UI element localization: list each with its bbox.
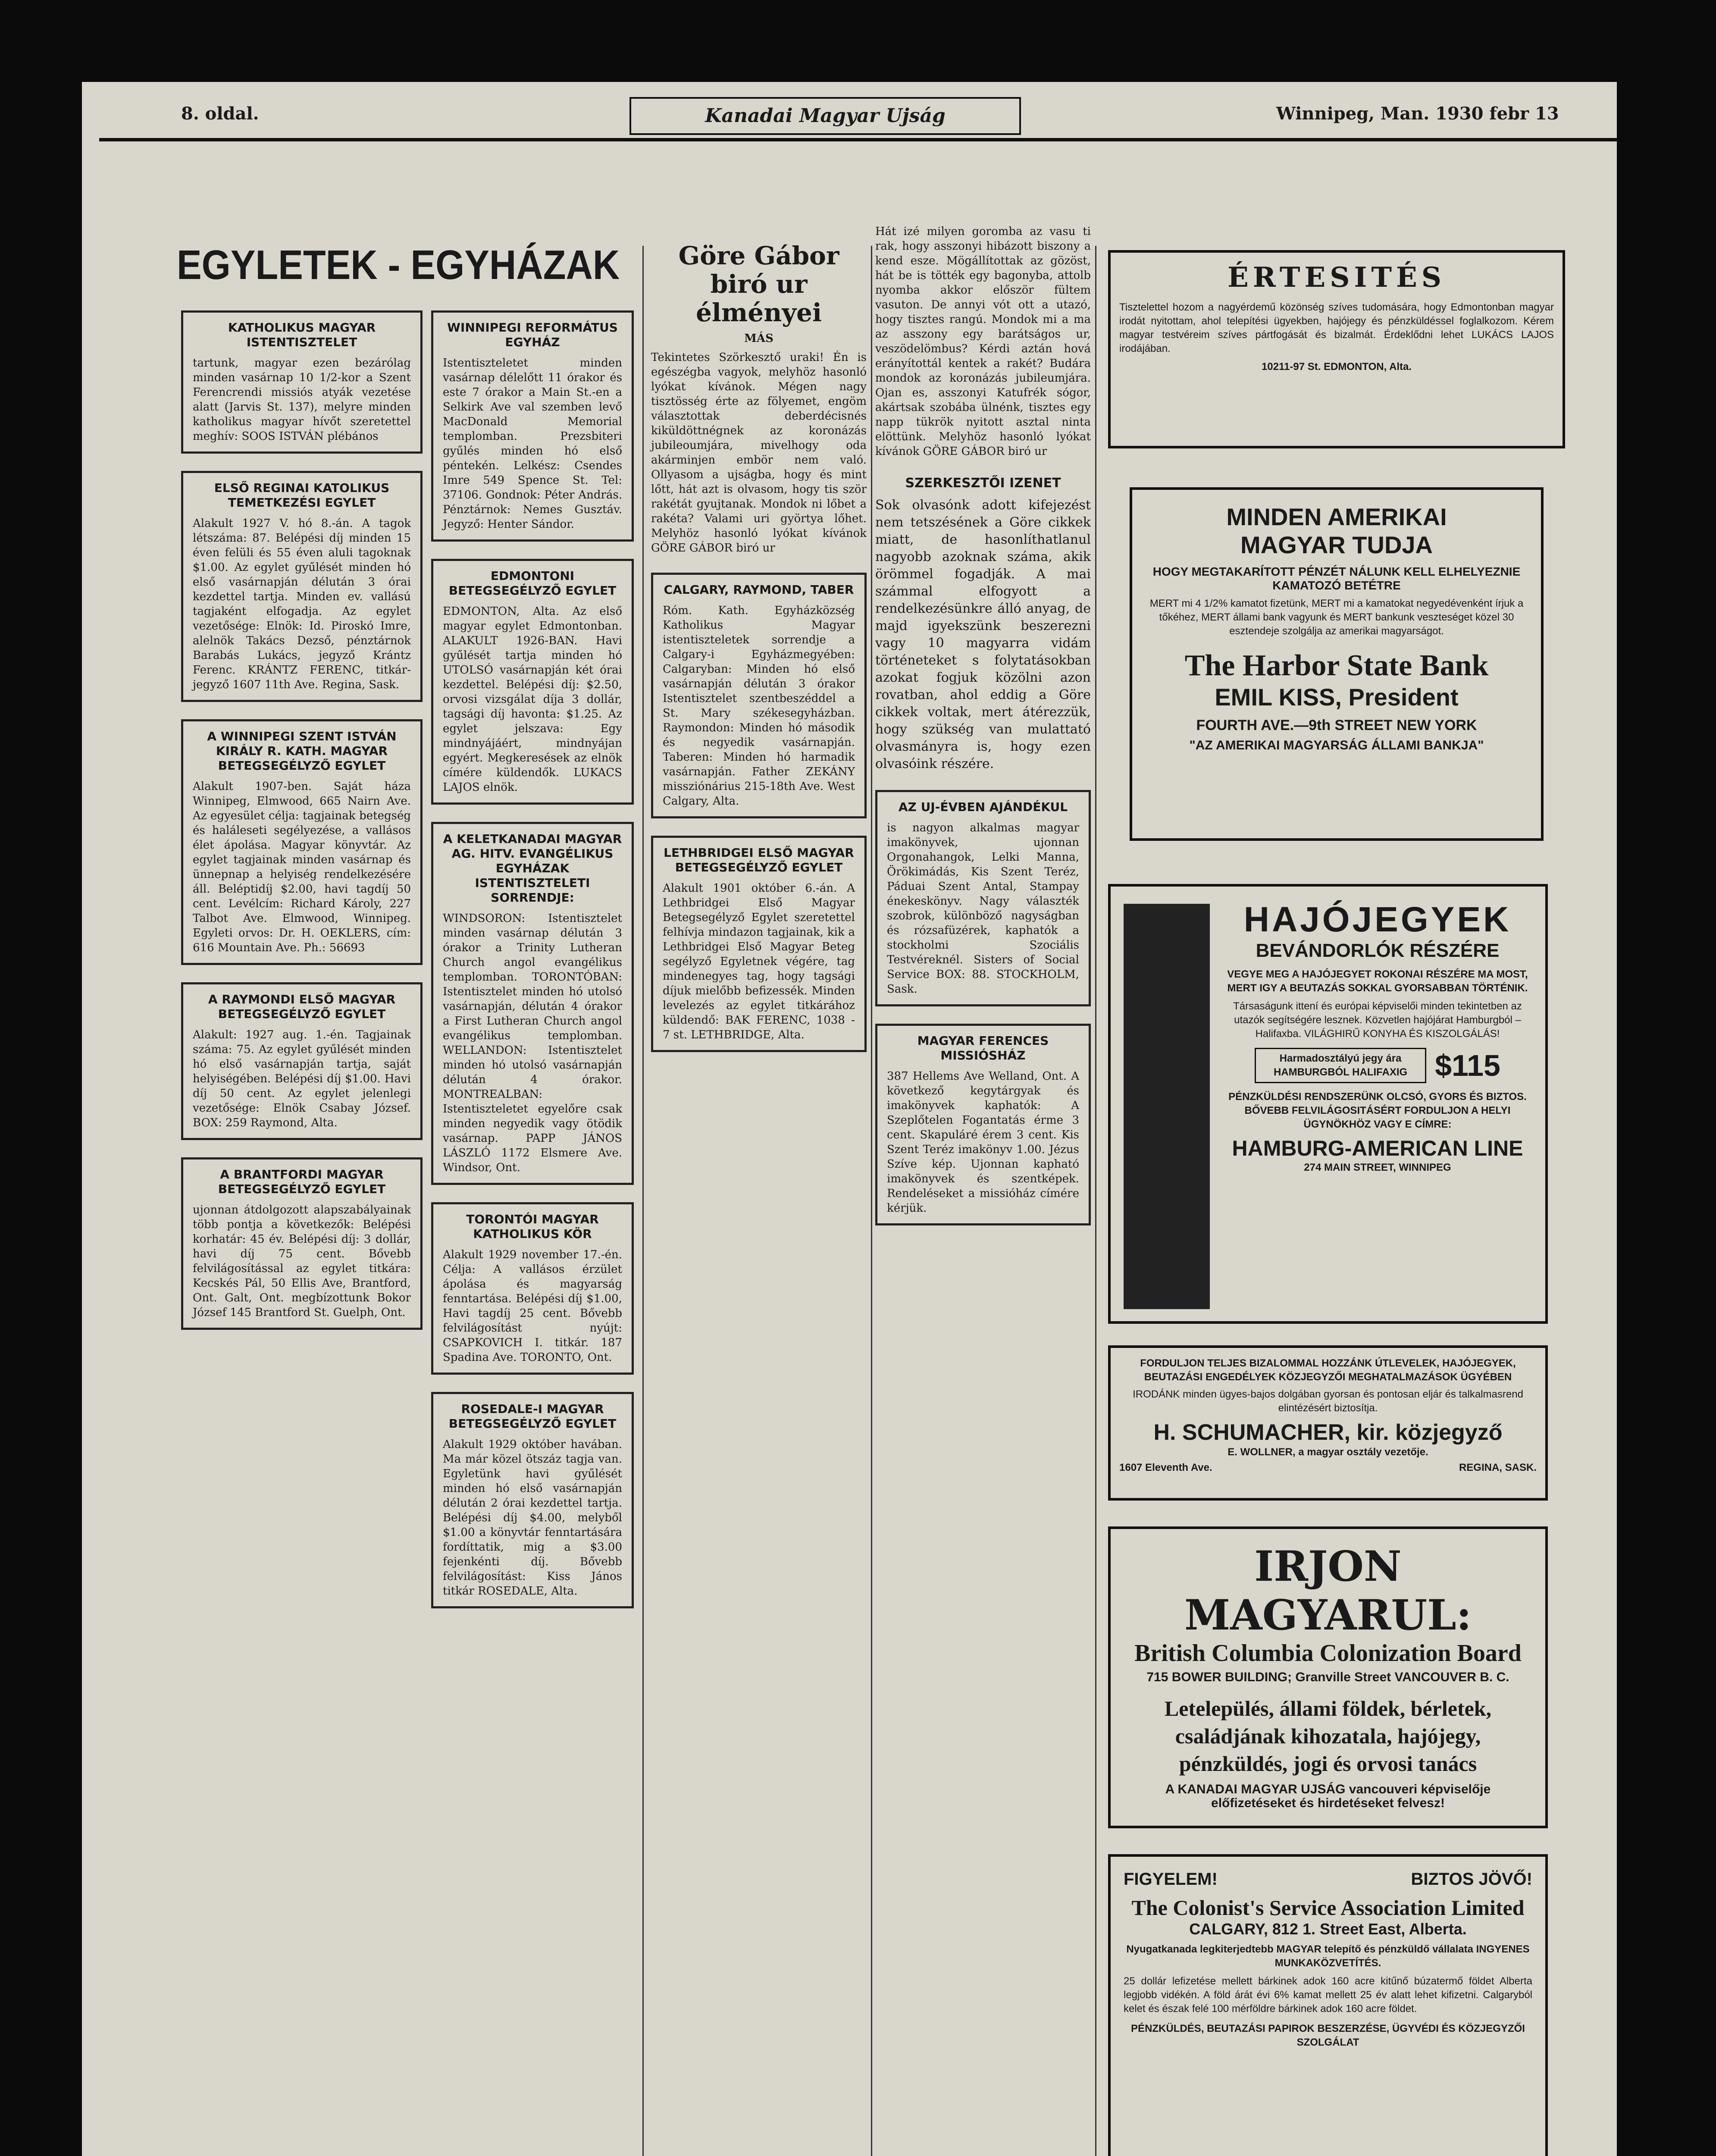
ad-address: 715 BOWER BUILDING; Granville Street VANCOUVER B. C. — [1146, 1670, 1509, 1684]
notice-title: EDMONTONI BETEGSEGÉLYZŐ EGYLET — [448, 569, 617, 598]
column-4 — [875, 224, 1091, 1243]
notice-title: SZERKESZTŐI IZENET — [905, 476, 1061, 491]
notice-title: A WINNIPEGI SZENT ISTVÁN KIRÁLY R. KATH. MAGYAR BETEGSEGÉLYZŐ EGYLET — [207, 729, 397, 773]
column-2 — [431, 310, 634, 1626]
ad-line: A KANADAI MAGYAR UJSÁG vancouveri képviselője előfizetéseket és hirdetéseket felvesz! — [1165, 1782, 1491, 1810]
ad-line: FORDULJON TELJES BIZALOMMAL HOZZÁNK ÚTLEVELEK, HAJÓJEGYEK, BEUTAZÁSI ENGEDÉLYEK KÖZJEGYZŐI MEGHATALMAZÁSOK ÜGYÉBEN — [1140, 1357, 1516, 1383]
header-rule — [99, 138, 1617, 141]
bank-address: FOURTH AVE.—9th STREET NEW YORK — [1196, 717, 1477, 733]
notice-box — [651, 836, 867, 1052]
notice-body: Alakult 1929 október havában. Ma már közel ötszáz tagja van. Egyletünk havi gyűlését minden hó első vasárnapján délután 2 órai kezdettel tartja. Belépési díj $4.00, melyből $1.00 a könyvtár fenntartására fordíttatik, mig a $3.00 fejenkénti díj. Bővebb felvilágosítást: Kiss János titkár ROSEDALE, Alta. — [443, 1438, 622, 1598]
ship-graphic — [1124, 904, 1210, 1309]
article-body: Tekintetes Szörkesztő uraki! Én is egészégba vagyok, melyhöz hasonló lyókat kívánok. Mégen nagy tisztösség érte az fölyemet, engöm választottak deberdécisnés kiküldöttnégnek az koronázás jubileoumjára, mivelhogy oda akárminjen embör nem való. Ollyasom a ujságba, hogy és mint lőtt, hát azt is olvasom, hogy tis ször rakétát gyujtanak. Mondok ni lőbet a rakéta? Valami uri györtya lőhet. Melyhöz hasonló lyókat kívánok GÖRE GÁBOR biró ur — [651, 351, 867, 555]
notice-box — [431, 822, 634, 1185]
ad-line: VEGYE MEG A HAJÓJEGYET ROKONAI RÉSZÉRE MA MOST, MERT IGY A BEUTAZÁS SOKKAL GYORSABBAN TÖRTÉNIK. — [1227, 968, 1528, 994]
column-divider — [871, 246, 872, 2156]
notice-body: Alakult: 1927 aug. 1.-én. Tagjainak száma: 75. Az egylet gyűlését minden hó első vasárnapján tartja, saját helyiségében. Belépési díj $1.00. Havi díj 50 cent. Az egylet jelenlegi vezetősége: Elnök Csabay József. BOX: 259 Raymond, Alta. — [193, 1028, 411, 1129]
ad-line: HOGY MEGTAKARÍTOTT PÉNZÉT NÁLUNK KELL ELHELYEZNIE KAMATOZÓ BETÉTRE — [1152, 565, 1521, 592]
ad-line: MERT mi 4 1/2% kamatot fizetünk, MERT mi a kamatokat negyedévenként írjuk a tőkéhez, MERT állami bank vagyunk és MERT bankunk veszteséget közel 30 esztendeje szolgálja az amerikai magyarságot. — [1149, 598, 1524, 637]
article-headline: Göre Gábor biró ur élményei — [678, 241, 839, 327]
ad-line: Letelepülés, állami földek, bérletek, családjának kihozatala, hajójegy, pénzküldés, jogi és orvosi tanács — [1164, 1696, 1492, 1776]
notice-title: ROSEDALE-I MAGYAR BETEGSEGÉLYZŐ EGYLET — [448, 1402, 617, 1431]
notice-title: CALGARY, RAYMOND, TABER — [664, 583, 854, 597]
city-address: REGINA, SASK. — [1459, 1462, 1537, 1473]
notice-body: EDMONTON, Alta. Az első magyar egylet Edmontonban. ALAKULT 1926-BAN. Havi gyűlését tartja minden hó UTOLSÓ vasárnapján két órai kezdettel. Belépési díj: $2.50, orvosi vizsgálat díja 3 dollár, tagsági díj havonta: $1.25. Az egylet jelszava: Egy mindnyájáért, mindnyájan egyért. Megkeresések az elnök címére küldendők. LUKACS LAJOS elnök. — [443, 605, 622, 794]
colonist-ad — [1108, 1854, 1548, 2156]
harbor-bank-ad — [1130, 487, 1544, 841]
ad-header-row — [1124, 1870, 1532, 1889]
schumacher-ad — [1108, 1345, 1548, 1501]
notice-body: Alakult 1927 V. hó 8.-án. A tagok létszáma: 87. Belépési díj minden 15 éven felüli és 55 éven aluli tagoknak $1.00. Az egylet gyűlését minden hó első vasárnapján délután 3 órai kezdettel tartja. Minden ev. vallású tagjaként elfogadja. Az egylet vezetősége: Elnök: Id. Piroskó Imre, alelnök Takács Dezső, pénztárnok Barabás Lukács, jegyző Krántz Ferenc. KRÁNTZ FERENC, titkár-jegyző 1607 11th Ave. Regina, Sask. — [193, 517, 411, 691]
irjon-magyarul-ad — [1108, 1526, 1548, 1828]
ad-address — [1119, 1461, 1537, 1475]
notice-title: MAGYAR FERENCES MISSIÓSHÁZ — [917, 1034, 1049, 1062]
ad-line: MINDEN AMERIKAI — [1226, 503, 1447, 530]
ad-line: Társaságunk ittení és európai képviselői minden tekintetben az utazók segítségére lesznek. Közvetlen hajójárat Hamburgból – Halifaxba. VILÁGHIRŰ KONYHA ÉS KISZOLGÁLÁS! — [1233, 1000, 1522, 1040]
page-number: 8. oldal. — [181, 103, 259, 124]
notice-body: tartunk, magyar ezen bezárólag minden vasárnap 10 1/2-kor a Szent Ferencrendi missiós atyák vezetése alatt (Jarvis St. 137), melyre minden katholikus magyar hívőt szeretettel meghív: SOOS ISTVÁN plébános — [193, 357, 411, 443]
ad-title: ÉRTESITÉS — [1227, 261, 1446, 294]
notice-title: LETHBRIDGEI ELSŐ MAGYAR BETEGSEGÉLYZŐ EGYLET — [664, 846, 854, 874]
ad-title: IRJON MAGYARUL: — [1184, 1542, 1472, 1639]
notice-title: A RAYMONDI ELSŐ MAGYAR BETEGSEGÉLYZŐ EGYLET — [208, 992, 396, 1021]
bank-president: EMIL KISS, President — [1215, 683, 1459, 711]
notice-body: 387 Hellems Ave Welland, Ont. A következő kegytárgyak és imakönyvek kaphatók: A Szeplőtelen Fogantatás érme 3 cent. Skapuláré érem 3 cent. Kis Szent Teréz imakönyv 1.00. Jézus Szíve kép. Ujonnan kapható imakönyvek és szentképek. Rendeléseket a missióház címére kérjük. — [887, 1070, 1079, 1215]
notice-body: Alakult 1929 november 17.-én. Célja: A vallásos érzület ápolása és magyarság fenntartása. Belépési díj $1.00, Havi tagdíj 25 cent. Bővebb felvilágosítást nyújt: CSAPKOVICH I. titkár. 187 Spadina Ave. TORONTO, Ont. — [443, 1248, 622, 1364]
notice-box — [431, 1202, 634, 1375]
ad-header-left: FIGYELEM! — [1124, 1870, 1218, 1889]
street-address: 1607 Eleventh Ave. — [1119, 1462, 1212, 1473]
notice-box — [181, 719, 423, 965]
ad-address: CALGARY, 812 1. Street East, Alberta. — [1189, 1920, 1467, 1938]
column-divider — [642, 246, 644, 2156]
notice-box — [431, 1392, 634, 1608]
issue-date: Winnipeg, Man. 1930 febr 13 — [1276, 103, 1559, 124]
notice-box — [181, 310, 423, 454]
ad-line: PÉNZKÜLDÉS, BEUTAZÁSI PAPIROK BESZERZÉSE, ÜGYVÉDI ÉS KÖZJEGYZŐI SZOLGÁLAT — [1131, 2023, 1525, 2048]
fare-label: Harmadosztályú jegy ára HAMBURGBÓL HALIFAXIG — [1255, 1048, 1426, 1083]
notice-title: TORONTÓI MAGYAR KATHOLIKUS KÖR — [466, 1212, 599, 1241]
fare-row — [1223, 1048, 1532, 1083]
ad-line: 25 dollár lefizetése mellett bárkinek adok 160 acre kitűnő búzatermő földet Alberta legjobb vidékén. A föld árát évi 6% kamat mellett 25 év alatt lehet kifizetni. Calgaryból kelet és észak felé 100 mérföldre bárkinek adok 160 acre földet. — [1124, 1975, 1532, 2015]
ad-title: HAJÓJEGYEK — [1243, 900, 1512, 939]
ad-line: MAGYAR TUDJA — [1240, 531, 1433, 558]
notice-box — [181, 982, 423, 1140]
column-3 — [651, 241, 867, 1069]
notice-box — [431, 559, 634, 805]
notice-title: AZ UJ-ÉVBEN AJÁNDÉKUL — [898, 800, 1068, 814]
notice-box — [651, 573, 867, 818]
article-subhead: MÁS — [744, 332, 773, 345]
notice-title: WINNIPEGI REFORMÁTUS EGYHÁZ — [447, 320, 618, 349]
shipping-line: HAMBURG-AMERICAN LINE — [1232, 1136, 1523, 1160]
ad-line: Nyugatkanada legkiterjedtebb MAGYAR telepítő és pénzküldő vállalata INGYENES MUNKAKÖZVETÍTÉS. — [1126, 1943, 1530, 1969]
section-title: EGYLETEK - EGYHÁZAK — [177, 242, 620, 288]
notice-body: Istentiszteletet minden vasárnap délelőtt 11 órakor és este 7 órakor a Main St.-en a Selkirk Ave val szemben levő MacDonald Memorial templomban. Prezsbiteri gyűlés minden hó első péntekén. Lelkész: Csendes Imre 549 Spence St. Tel: 37106. Gondnok: Péter András. Pénztárnok: Nemes Gusztáv. Jegyző: Henter Sándor. — [443, 357, 622, 531]
hajojegy-ad — [1108, 884, 1548, 1324]
ad-title: The Colonist's Service Association Limited — [1131, 1896, 1525, 1920]
notice-box — [181, 471, 423, 702]
notice-box — [875, 1024, 1091, 1225]
notice-title: KATHOLIKUS MAGYAR ISTENTISZTELET — [228, 320, 376, 349]
ad-line: PÉNZKÜLDÉSI RENDSZERÜNK OLCSÓ, GYORS ÉS BIZTOS. BŐVEBB FELVILÁGOSITÁSÉRT FORDULJON A HELYI ÜGYNÖKHÖZ VAGY E CÍMRE: — [1228, 1091, 1527, 1130]
ad-header-right: BIZTOS JÖVŐ! — [1411, 1870, 1532, 1889]
notice-body: is nagyon alkalmas magyar imakönyvek, ujonnan Orgonahangok, Lelki Manna, Örökimádás, Kis Szent Teréz, Páduai Szent Antal, Stampay énekeskönyv. Nagy választék szobrok, különböző nagyságban és rózsafüzérek, kaphatók a stockholmi Szociális Testvéreknél. Sisters of Social Service BOX: 88. STOCKHOLM, Sask. — [887, 821, 1079, 996]
fare-price: $115 — [1435, 1049, 1500, 1082]
ertesites-ad — [1108, 250, 1565, 448]
notice-title: A BRANTFORDI MAGYAR BETEGSEGÉLYZŐ EGYLET — [218, 1167, 386, 1196]
notice-box — [181, 1157, 423, 1330]
notice-body: WINDSORON: Istentisztelet minden vasárnap délután 3 órakor a Trinity Lutheran Church angol evangélikus templomban. TORONTÓBAN: Istentisztelet minden hó utolsó vasárnapján, délután 4 órakor a First Lutheran Church angol evangélikus templomban. WELLANDON: Istentisztelet minden hó utolsó vasárnapján délután 4 órakor. MONTREALBAN: Istentiszteletet egyelőre csak minden negyedik vagy ötödik vasárnap. PAPP JÁNOS LÁSZLÓ 1172 Elsmere Ave. Windsor, Ont. — [443, 912, 622, 1174]
article-body: Hát izé milyen goromba az vasu ti rak, hogy asszonyi hibázott biszony a kend esze. Mögállítottak az gözöst, hát be is tötték egy bagonyba, attolb nyomba akkor először fültem vasuton. De annyi vót ott a utazó, hogy tisztes rangú. Mondok mi a ma az asszony egy barátságos ur, veszödelömbus? Kérdi aztán hová erányítottál kentek a rakét? Budára mondok az koronázás jubileumjára. Ojan es, asszonyi Katufrék sógor, akártsak szobába ülnénk, tisztes egy napp tükrök nyitott asztal ninta elöttünk. Melyhöz hasonló lyókat kívánok GÖRE GÁBOR biró ur — [875, 225, 1091, 458]
ad-subtitle: British Columbia Colonization Board — [1134, 1640, 1522, 1667]
column-divider — [1095, 246, 1096, 2156]
notice-box — [431, 310, 634, 542]
ad-address: 274 MAIN STREET, WINNIPEG — [1304, 1162, 1451, 1173]
ad-line: IRODÁNK minden ügyes-bajos dolgában gyorsan és pontosan eljár és talkalmasrend elintézésért biztosítja. — [1133, 1388, 1523, 1414]
notice-title: A KELETKANADAI MAGYAR AG. HITV. EVANGÉLIKUS EGYHÁZAK ISTENTISZTELETI SORRENDJE: — [443, 832, 622, 905]
notice-box — [875, 790, 1091, 1006]
notice-body: Alakult 1901 október 6.-án. A Lethbridgei Első Magyar Betegsegélyző Egylet szeretettel felhívja mindazon tagjainak, kik a Lethbridgei Első Magyar Beteg segélyző Egyletnek végére, tag mindenegyes tag, hogy tagsági díjuk mielőbb befizessék. Minden levelezés az egylet titkárához küldendő: BAK FERENC, 1038 - 7 st. LETHBRIDGE, Alta. — [663, 882, 855, 1041]
ad-address: 10211-97 St. EDMONTON, Alta. — [1261, 361, 1412, 373]
ad-subtitle: BEVÁNDORLÓK RÉSZÉRE — [1256, 940, 1500, 961]
ad-body: Tisztelettel hozom a nagyérdemű közönség szíves tudomására, hogy Edmontonban magyar irodát nyitottam, ahol telepítési ügyekben, hajójegy és pénzküldéssel foglalkozom. Kérem magyar testvéreim szíves pártfogását és bizalmát. Érdeklődni lehet LUKÁCS LAJOS irodájában. — [1119, 301, 1554, 354]
notary-name: H. SCHUMACHER, kir. közjegyző — [1153, 1420, 1503, 1445]
notice-body: ujonnan átdolgozott alapszabályainak több pontja a következők: Belépési korhatár: 45 év. Belépési díj: 3 dollár, havi díj 75 cent. Bővebb felvilágosítással az egylet titkára: Kecskés Pál, 50 Ellis Ave, Brantford, Ont. Galt, Ont. megbízottunk Bokor József 145 Brantford St. Guelph, Ont. — [193, 1203, 411, 1319]
column-1 — [181, 310, 423, 1347]
masthead: Kanadai Magyar Ujság — [629, 97, 1021, 135]
notice-title: ELSŐ REGINAI KATOLIKUS TEMETKEZÉSI EGYLET — [214, 481, 390, 510]
notice-body: Alakult 1907-ben. Saját háza Winnipeg, Elmwood, 665 Nairn Ave. Az egyesület célja: tagjainak betegség és haláleseti segélyezése, a vallásos élet ápolása. Magyar könyvtár. Az egylet tagjainak minden vasárnap és ünnepnap a helyiség rendelkezésére áll. Beléptidíj $2.00, havi tagdíj 50 cent. Levélcím: Richard Károly, 227 Talbot Ave. Elmwood, Winnipeg. Egyleti orvos: Dr. H. OEKLERS, cím: 616 Mountain Ave. Ph.: 56693 — [193, 780, 411, 954]
notice-body: Róm. Kath. Egyházközség Katholikus Magyar istentiszteletek sorrendje a Calgary-i Egyházmegyében: Calgaryban: Minden hó első vasárnapján délután 3 órakor Istentisztelet szentbeszéddel a St. Mary székesegyházban. Raymondon: Minden hó második és negyedik vasárnapján. Taberen: Minden hó harmadik vasárnapján. Father ZEKÁNY missziónárius 215-18th Ave. West Calgary, Alta. — [663, 604, 855, 808]
bank-motto: "AZ AMERIKAI MAGYARSÁG ÁLLAMI BANKJA" — [1189, 738, 1484, 752]
editor-note-body: Sok olvasónk adott kifejezést nem tetszésének a Göre cikkek miatt, de hasonlíthatlanul nagyobb azoknak száma, akik örömmel fogadják. A mai számmal elfogyott a rendelkezésünkre álló anyag, de majd igyekszünk beszerezni vagy 10 magyarra vidám történeteket s folytatásokban azokat fogjuk közölni azon rovatban, ahol eddig a Göre cikkek voltak, mert átérezzük, hogy szükség van mulattató olvasmányra is, hogy ezen olvasóink részére. — [875, 498, 1091, 771]
notary-sub: E. WOLLNER, a magyar osztály vezetője. — [1228, 1446, 1428, 1458]
bank-name: The Harbor State Bank — [1184, 649, 1489, 682]
